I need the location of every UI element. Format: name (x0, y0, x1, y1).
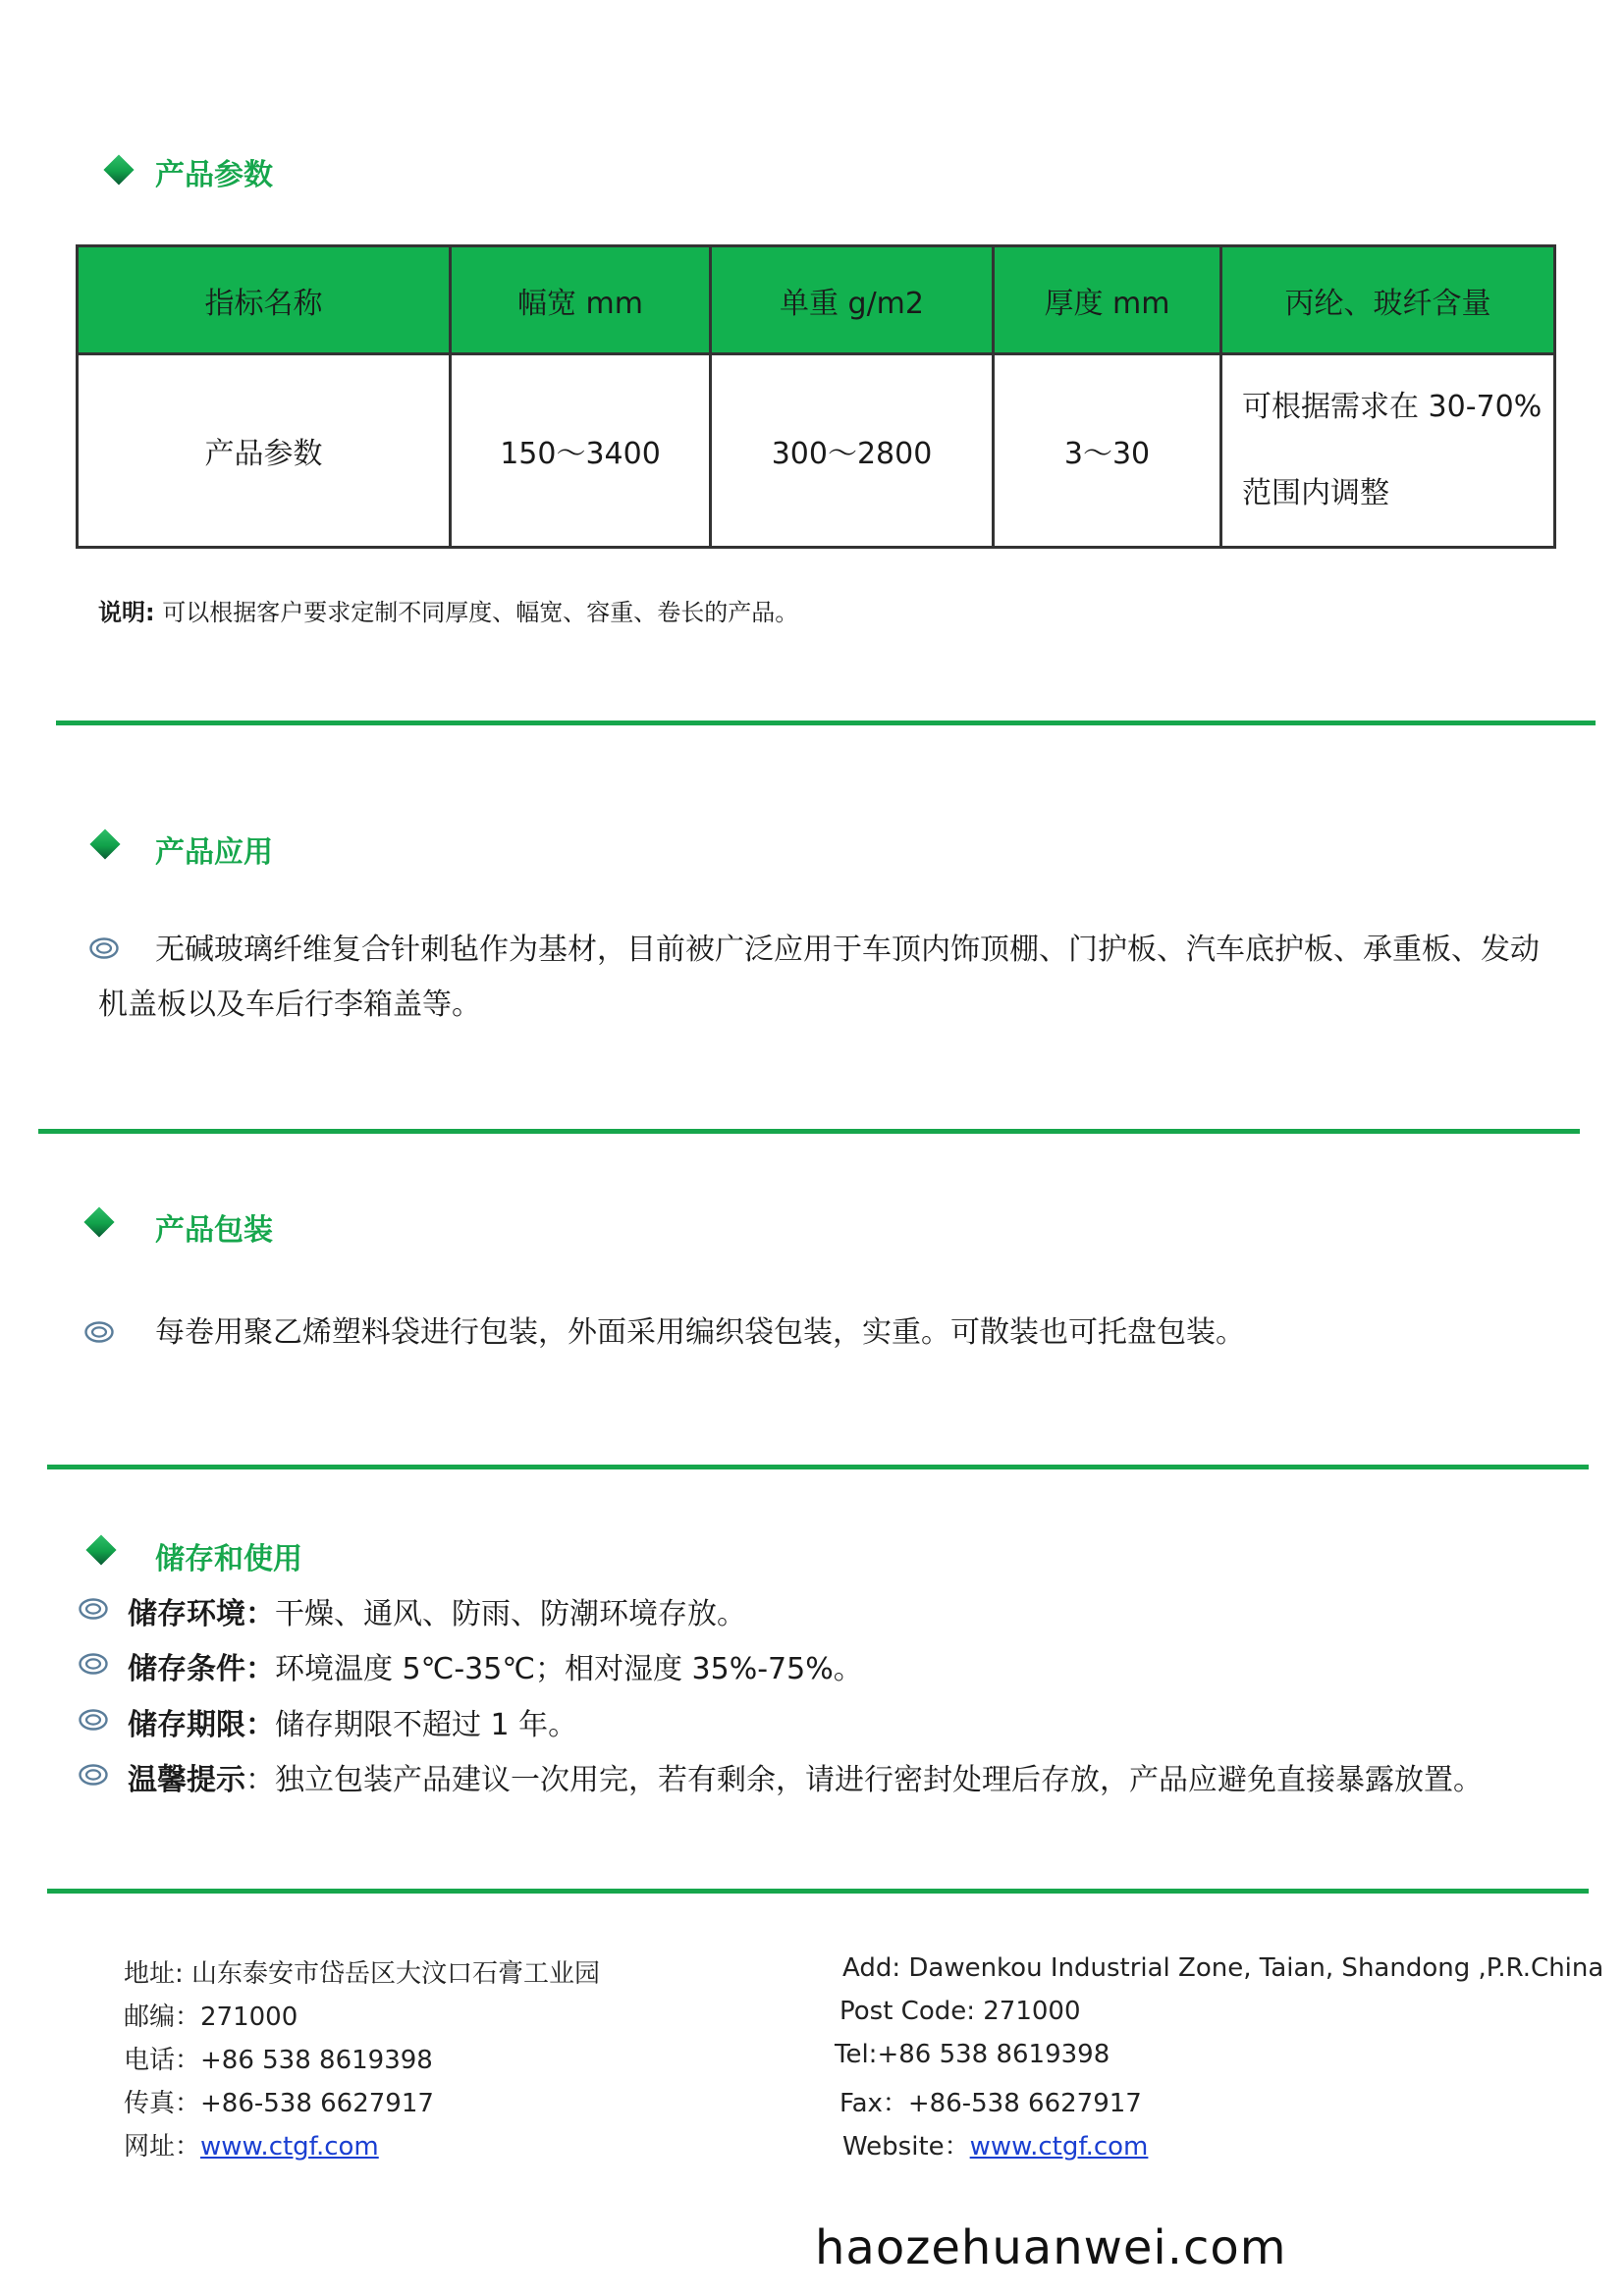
table-cell-content (1221, 354, 1555, 548)
application-section-title: 产品应用 (155, 835, 273, 870)
table-header-cell: 厚度 mm (994, 246, 1221, 354)
storage-item-text: 干燥、通风、防雨、防潮环境存放。 (275, 1597, 746, 1631)
footer-cn-website (124, 2126, 379, 2163)
section-diamond-icon (83, 1206, 114, 1237)
params-section-title: 产品参数 (155, 158, 273, 192)
storage-item-text: ：独立包装产品建议一次用完，若有剩余，请进行密封处理后存放，产品应避免直接暴露放置。 (245, 1763, 1483, 1797)
concentric-circle-icon (79, 1764, 108, 1786)
section-diamond-icon (85, 1534, 116, 1565)
footer-en-address: Add: Dawenkou Industrial Zone, Taian, Shandong ,P.R.China (842, 1953, 1604, 1983)
storage-item (128, 1755, 1483, 1798)
watermark-text: haozehuanwei.com (815, 2220, 1287, 2275)
footer-cn-fax: 传真：+86-538 6627917 (124, 2089, 434, 2118)
note-text: 可以根据客户要求定制不同厚度、幅宽、容重、卷长的产品。 (162, 599, 799, 626)
storage-item-label: 温馨提示 (128, 1763, 245, 1797)
table-header-cell: 指标名称 (78, 246, 451, 354)
content-line: 范围内调整 (1242, 476, 1389, 510)
params-table (76, 244, 1556, 549)
footer-website-label: 网址： (124, 2132, 201, 2162)
footer-en-postcode: Post Code: 271000 (839, 1997, 1081, 2026)
storage-item-label: 储存环境： (128, 1597, 275, 1631)
storage-section-title: 储存和使用 (155, 1542, 302, 1576)
storage-item (128, 1589, 746, 1632)
table-cell-name: 产品参数 (78, 354, 451, 548)
table-header-cell: 幅宽 mm (451, 246, 711, 354)
concentric-circle-icon (89, 937, 119, 959)
application-text-line1: 无碱玻璃纤维复合针刺毡作为基材，目前被广泛应用于车顶内饰顶棚、门护板、汽车底护板、承重板、发动 (155, 933, 1540, 967)
footer-cn-tel: 电话：+86 538 8619398 (124, 2046, 433, 2075)
footer-cn-postcode: 邮编：271000 (124, 2002, 298, 2032)
table-cell-width: 150～3400 (451, 354, 711, 548)
params-note (98, 593, 798, 627)
table-cell-weight: 300～2800 (711, 354, 994, 548)
section-divider (47, 1889, 1589, 1894)
website-link[interactable]: www.ctgf.com (969, 2132, 1149, 2162)
concentric-circle-icon (79, 1653, 108, 1675)
content-line: 可根据需求在 30-70% (1242, 390, 1543, 424)
footer-website-label: Website： (842, 2132, 970, 2162)
packaging-section-title: 产品包装 (155, 1213, 273, 1248)
application-text-line2: 机盖板以及车后行李箱盖等。 (98, 988, 481, 1022)
table-header-cell: 单重 g/m2 (711, 246, 994, 354)
packaging-text: 每卷用聚乙烯塑料袋进行包装，外面采用编织袋包装，实重。可散装也可托盘包装。 (155, 1315, 1245, 1350)
storage-item (128, 1644, 863, 1687)
storage-item-label: 储存期限： (128, 1708, 275, 1742)
footer-en-fax: Fax：+86-538 6627917 (839, 2089, 1142, 2118)
website-link[interactable]: www.ctgf.com (200, 2132, 379, 2162)
storage-item-text: 环境温度 5℃-35℃；相对湿度 35%-75%。 (275, 1652, 863, 1686)
storage-item (128, 1700, 577, 1743)
concentric-circle-icon (79, 1598, 108, 1620)
table-cell-thickness: 3～30 (994, 354, 1221, 548)
section-divider (47, 1465, 1589, 1469)
footer-en-website (842, 2126, 1148, 2163)
note-label: 说明: (98, 599, 155, 626)
section-diamond-icon (103, 154, 134, 185)
table-header-row (78, 246, 1555, 354)
concentric-circle-icon (79, 1709, 108, 1731)
storage-item-label: 储存条件： (128, 1652, 275, 1686)
section-diamond-icon (89, 828, 120, 859)
table-header-cell: 丙纶、玻纤含量 (1221, 246, 1555, 354)
section-divider (56, 721, 1596, 725)
table-row (78, 354, 1555, 548)
concentric-circle-icon (84, 1321, 114, 1343)
storage-item-text: 储存期限不超过 1 年。 (275, 1708, 578, 1742)
footer-cn-address: 地址: 山东泰安市岱岳区大汶口石膏工业园 (124, 1959, 601, 1989)
section-divider (38, 1129, 1580, 1134)
footer-en-tel: Tel:+86 538 8619398 (835, 2040, 1110, 2069)
